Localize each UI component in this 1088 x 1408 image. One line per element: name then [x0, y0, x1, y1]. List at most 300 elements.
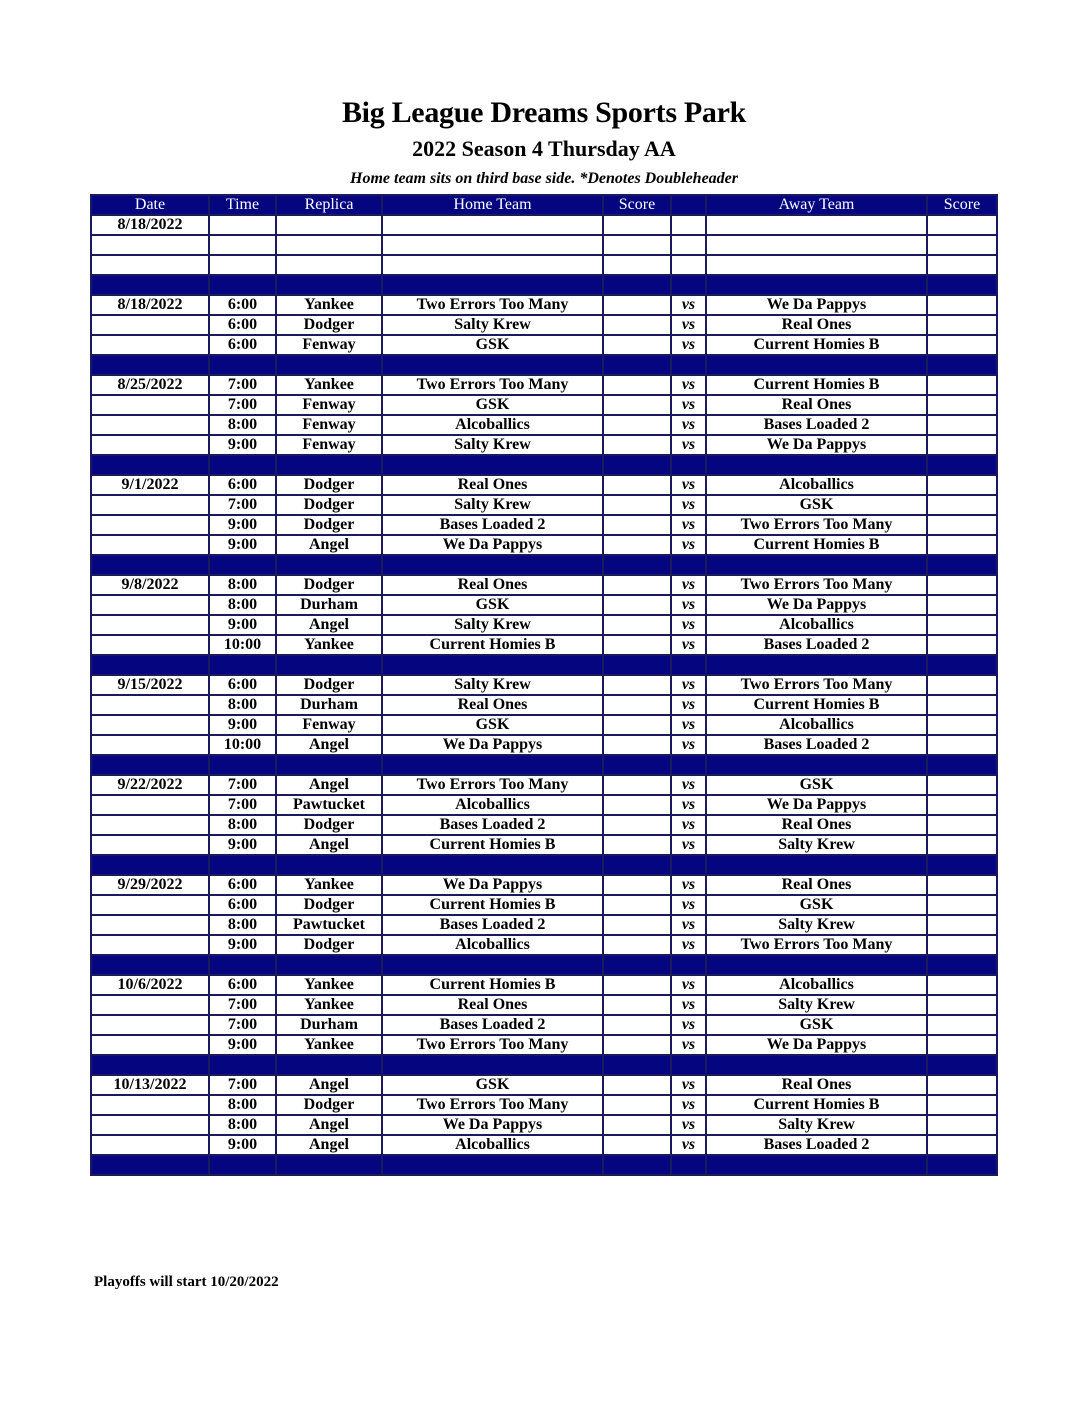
date-cell: 9/8/2022 [91, 575, 209, 595]
separator-cell [209, 555, 276, 575]
time-cell: 9:00 [209, 615, 276, 635]
game-row [91, 475, 997, 495]
home-team-cell: We Da Pappys [382, 875, 603, 895]
home-score-cell [603, 615, 671, 635]
home-team-cell: Alcoballics [382, 1135, 603, 1155]
away-team-cell: Real Ones [706, 1075, 927, 1095]
separator-cell [603, 455, 671, 475]
away-team-cell: We Da Pappys [706, 1035, 927, 1055]
away-score-cell [927, 315, 997, 335]
away-team-cell: Alcoballics [706, 715, 927, 735]
home-team-cell: Two Errors Too Many [382, 295, 603, 315]
separator-cell [671, 455, 706, 475]
home-score-cell [603, 895, 671, 915]
game-row [91, 295, 997, 315]
replica-cell: Fenway [276, 395, 382, 415]
away-score-cell [927, 1115, 997, 1135]
time-cell: 7:00 [209, 1015, 276, 1035]
date-cell [91, 495, 209, 515]
game-row [91, 215, 997, 235]
home-team-cell: We Da Pappys [382, 1115, 603, 1135]
vs-cell: vs [671, 875, 706, 895]
time-cell: 6:00 [209, 975, 276, 995]
away-team-cell: Salty Krew [706, 1115, 927, 1135]
date-cell: 9/22/2022 [91, 775, 209, 795]
replica-cell: Yankee [276, 975, 382, 995]
time-cell: 8:00 [209, 1095, 276, 1115]
game-row [91, 375, 997, 395]
date-cell [91, 715, 209, 735]
home-team-cell: GSK [382, 595, 603, 615]
vs-cell: vs [671, 435, 706, 455]
separator-cell [382, 455, 603, 475]
col-header-date: Date [91, 195, 209, 215]
away-score-cell [927, 975, 997, 995]
game-row [91, 835, 997, 855]
home-team-cell: Salty Krew [382, 615, 603, 635]
week-separator-row [91, 555, 997, 575]
vs-cell: vs [671, 515, 706, 535]
time-cell: 6:00 [209, 875, 276, 895]
separator-cell [209, 955, 276, 975]
time-cell: 10:00 [209, 635, 276, 655]
away-team-cell: Two Errors Too Many [706, 935, 927, 955]
home-score-cell [603, 1015, 671, 1035]
date-cell: 10/13/2022 [91, 1075, 209, 1095]
home-score-cell [603, 255, 671, 275]
home-score-cell [603, 535, 671, 555]
separator-cell [603, 955, 671, 975]
replica-cell: Pawtucket [276, 915, 382, 935]
game-row [91, 1095, 997, 1115]
vs-cell: vs [671, 835, 706, 855]
away-team-cell: Alcoballics [706, 475, 927, 495]
week-separator-row [91, 655, 997, 675]
separator-cell [91, 855, 209, 875]
separator-cell [382, 755, 603, 775]
separator-cell [276, 655, 382, 675]
replica-cell: Durham [276, 695, 382, 715]
time-cell: 8:00 [209, 595, 276, 615]
game-row [91, 895, 997, 915]
away-team-cell: GSK [706, 895, 927, 915]
replica-cell: Durham [276, 595, 382, 615]
time-cell: 7:00 [209, 1075, 276, 1095]
replica-cell: Angel [276, 1115, 382, 1135]
week-separator-row [91, 275, 997, 295]
date-cell [91, 1115, 209, 1135]
time-cell: 6:00 [209, 675, 276, 695]
home-team-cell: Two Errors Too Many [382, 1035, 603, 1055]
away-score-cell [927, 255, 997, 275]
week-separator-row [91, 755, 997, 775]
separator-cell [671, 955, 706, 975]
date-cell [91, 415, 209, 435]
home-team-cell [382, 235, 603, 255]
date-cell [91, 595, 209, 615]
home-score-cell [603, 415, 671, 435]
home-score-cell [603, 435, 671, 455]
time-cell: 9:00 [209, 715, 276, 735]
replica-cell: Dodger [276, 515, 382, 535]
schedule-table [90, 194, 998, 1176]
date-cell: 8/25/2022 [91, 375, 209, 395]
time-cell: 6:00 [209, 315, 276, 335]
game-row [91, 495, 997, 515]
date-cell [91, 1135, 209, 1155]
home-score-cell [603, 375, 671, 395]
away-score-cell [927, 515, 997, 535]
separator-cell [603, 1055, 671, 1075]
separator-cell [927, 655, 997, 675]
col-header-time: Time [209, 195, 276, 215]
home-score-cell [603, 775, 671, 795]
away-score-cell [927, 575, 997, 595]
away-score-cell [927, 395, 997, 415]
separator-cell [706, 1155, 927, 1175]
away-team-cell: Bases Loaded 2 [706, 635, 927, 655]
vs-cell: vs [671, 475, 706, 495]
week-separator-row [91, 1055, 997, 1075]
date-cell [91, 635, 209, 655]
separator-cell [276, 455, 382, 475]
date-cell: 10/6/2022 [91, 975, 209, 995]
time-cell: 7:00 [209, 495, 276, 515]
game-row [91, 435, 997, 455]
game-row [91, 615, 997, 635]
date-cell [91, 435, 209, 455]
vs-cell: vs [671, 895, 706, 915]
replica-cell: Durham [276, 1015, 382, 1035]
away-team-cell: We Da Pappys [706, 435, 927, 455]
time-cell: 6:00 [209, 335, 276, 355]
home-score-cell [603, 215, 671, 235]
schedule-body [91, 215, 997, 1175]
separator-cell [706, 355, 927, 375]
time-cell: 7:00 [209, 395, 276, 415]
home-team-cell: Real Ones [382, 575, 603, 595]
home-score-cell [603, 575, 671, 595]
game-row [91, 595, 997, 615]
date-cell [91, 935, 209, 955]
separator-cell [927, 355, 997, 375]
home-team-cell [382, 215, 603, 235]
game-row [91, 1135, 997, 1155]
col-header-away-team: Away Team [706, 195, 927, 215]
away-team-cell: Current Homies B [706, 375, 927, 395]
away-score-cell [927, 335, 997, 355]
replica-cell: Angel [276, 735, 382, 755]
replica-cell: Yankee [276, 995, 382, 1015]
date-cell [91, 395, 209, 415]
away-team-cell: We Da Pappys [706, 595, 927, 615]
away-team-cell: Salty Krew [706, 995, 927, 1015]
game-row [91, 1075, 997, 1095]
away-score-cell [927, 1035, 997, 1055]
game-row [91, 635, 997, 655]
replica-cell: Angel [276, 835, 382, 855]
home-score-cell [603, 1135, 671, 1155]
separator-cell [671, 275, 706, 295]
vs-cell: vs [671, 615, 706, 635]
away-score-cell [927, 835, 997, 855]
away-score-cell [927, 915, 997, 935]
away-score-cell [927, 695, 997, 715]
vs-cell: vs [671, 1075, 706, 1095]
away-score-cell [927, 1135, 997, 1155]
game-row [91, 935, 997, 955]
separator-cell [927, 455, 997, 475]
replica-cell: Dodger [276, 495, 382, 515]
time-cell: 6:00 [209, 475, 276, 495]
time-cell [209, 215, 276, 235]
separator-cell [209, 1155, 276, 1175]
time-cell: 7:00 [209, 775, 276, 795]
away-team-cell: Bases Loaded 2 [706, 1135, 927, 1155]
home-score-cell [603, 1095, 671, 1115]
date-cell [91, 795, 209, 815]
separator-cell [91, 275, 209, 295]
home-score-cell [603, 475, 671, 495]
vs-cell: vs [671, 635, 706, 655]
separator-cell [706, 655, 927, 675]
home-score-cell [603, 295, 671, 315]
game-row [91, 715, 997, 735]
away-team-cell: GSK [706, 495, 927, 515]
col-header-vs [671, 195, 706, 215]
separator-cell [209, 755, 276, 775]
away-score-cell [927, 795, 997, 815]
away-score-cell [927, 675, 997, 695]
separator-cell [671, 1155, 706, 1175]
replica-cell: Dodger [276, 1095, 382, 1115]
separator-cell [603, 1155, 671, 1175]
time-cell: 8:00 [209, 815, 276, 835]
time-cell: 10:00 [209, 735, 276, 755]
replica-cell: Dodger [276, 475, 382, 495]
separator-cell [91, 1155, 209, 1175]
vs-cell: vs [671, 1135, 706, 1155]
home-score-cell [603, 1115, 671, 1135]
away-team-cell: Current Homies B [706, 535, 927, 555]
away-score-cell [927, 415, 997, 435]
week-separator-row [91, 455, 997, 475]
time-cell: 9:00 [209, 1035, 276, 1055]
vs-cell: vs [671, 935, 706, 955]
time-cell: 8:00 [209, 575, 276, 595]
replica-cell [276, 215, 382, 235]
replica-cell: Fenway [276, 715, 382, 735]
game-row [91, 335, 997, 355]
date-cell: 8/18/2022 [91, 295, 209, 315]
away-score-cell [927, 995, 997, 1015]
home-score-cell [603, 715, 671, 735]
home-team-cell: We Da Pappys [382, 735, 603, 755]
home-score-cell [603, 795, 671, 815]
away-score-cell [927, 435, 997, 455]
away-team-cell: Real Ones [706, 395, 927, 415]
home-team-cell: Alcoballics [382, 415, 603, 435]
separator-cell [209, 355, 276, 375]
game-row [91, 515, 997, 535]
date-cell [91, 615, 209, 635]
date-cell: 9/15/2022 [91, 675, 209, 695]
time-cell: 7:00 [209, 995, 276, 1015]
replica-cell: Angel [276, 775, 382, 795]
home-team-cell: Bases Loaded 2 [382, 515, 603, 535]
vs-cell: vs [671, 395, 706, 415]
date-cell [91, 815, 209, 835]
separator-cell [382, 1155, 603, 1175]
separator-cell [671, 1055, 706, 1075]
page-title: Big League Dreams Sports Park [341, 96, 747, 129]
away-score-cell [927, 615, 997, 635]
separator-cell [209, 1055, 276, 1075]
game-row [91, 315, 997, 335]
home-team-cell: Salty Krew [382, 435, 603, 455]
away-team-cell: We Da Pappys [706, 795, 927, 815]
separator-cell [382, 355, 603, 375]
game-row [91, 875, 997, 895]
date-cell [91, 915, 209, 935]
replica-cell: Yankee [276, 635, 382, 655]
home-score-cell [603, 815, 671, 835]
separator-cell [671, 855, 706, 875]
home-score-cell [603, 835, 671, 855]
vs-cell: vs [671, 695, 706, 715]
away-score-cell [927, 935, 997, 955]
home-team-cell: Real Ones [382, 995, 603, 1015]
vs-cell [671, 255, 706, 275]
vs-cell: vs [671, 295, 706, 315]
date-cell [91, 1095, 209, 1115]
separator-cell [671, 555, 706, 575]
away-team-cell: We Da Pappys [706, 295, 927, 315]
home-team-cell: Real Ones [382, 695, 603, 715]
separator-cell [706, 555, 927, 575]
vs-cell: vs [671, 1115, 706, 1135]
away-score-cell [927, 815, 997, 835]
home-team-cell: Two Errors Too Many [382, 1095, 603, 1115]
away-team-cell: Bases Loaded 2 [706, 415, 927, 435]
home-score-cell [603, 515, 671, 535]
separator-cell [927, 755, 997, 775]
away-team-cell: GSK [706, 775, 927, 795]
separator-cell [91, 1055, 209, 1075]
replica-cell: Yankee [276, 1035, 382, 1055]
home-team-cell: Current Homies B [382, 635, 603, 655]
time-cell: 6:00 [209, 895, 276, 915]
away-score-cell [927, 735, 997, 755]
date-cell [91, 695, 209, 715]
vs-cell [671, 235, 706, 255]
away-team-cell [706, 235, 927, 255]
vs-cell: vs [671, 795, 706, 815]
time-cell [209, 235, 276, 255]
away-score-cell [927, 875, 997, 895]
separator-cell [91, 455, 209, 475]
time-cell: 6:00 [209, 295, 276, 315]
separator-cell [276, 555, 382, 575]
separator-cell [276, 1155, 382, 1175]
replica-cell: Fenway [276, 435, 382, 455]
away-team-cell [706, 215, 927, 235]
vs-cell: vs [671, 1095, 706, 1115]
date-cell [91, 735, 209, 755]
away-team-cell [706, 255, 927, 275]
replica-cell: Angel [276, 615, 382, 635]
separator-cell [706, 955, 927, 975]
vs-cell: vs [671, 995, 706, 1015]
game-row [91, 815, 997, 835]
col-header-home-team: Home Team [382, 195, 603, 215]
game-row [91, 255, 997, 275]
separator-cell [603, 275, 671, 295]
home-score-cell [603, 335, 671, 355]
replica-cell: Yankee [276, 875, 382, 895]
date-cell [91, 255, 209, 275]
time-cell: 8:00 [209, 1115, 276, 1135]
home-team-cell: GSK [382, 715, 603, 735]
separator-cell [382, 275, 603, 295]
away-team-cell: Current Homies B [706, 335, 927, 355]
away-score-cell [927, 375, 997, 395]
game-row [91, 1115, 997, 1135]
vs-cell: vs [671, 915, 706, 935]
away-team-cell: Bases Loaded 2 [706, 735, 927, 755]
game-row [91, 735, 997, 755]
col-header-replica: Replica [276, 195, 382, 215]
away-score-cell [927, 215, 997, 235]
replica-cell: Angel [276, 1075, 382, 1095]
away-score-cell [927, 1075, 997, 1095]
vs-cell: vs [671, 775, 706, 795]
separator-cell [91, 555, 209, 575]
week-separator-row [91, 1155, 997, 1175]
home-team-cell: Salty Krew [382, 315, 603, 335]
time-cell: 9:00 [209, 435, 276, 455]
home-score-cell [603, 915, 671, 935]
vs-cell: vs [671, 1035, 706, 1055]
separator-cell [382, 855, 603, 875]
time-cell: 9:00 [209, 835, 276, 855]
date-cell: 9/1/2022 [91, 475, 209, 495]
date-cell [91, 515, 209, 535]
separator-cell [276, 355, 382, 375]
replica-cell: Angel [276, 535, 382, 555]
home-score-cell [603, 675, 671, 695]
replica-cell: Pawtucket [276, 795, 382, 815]
home-team-note: Home team sits on third base side. *Denotes Doubleheader [350, 170, 738, 187]
time-cell [209, 255, 276, 275]
away-score-cell [927, 475, 997, 495]
replica-cell: Dodger [276, 315, 382, 335]
away-team-cell: Alcoballics [706, 615, 927, 635]
vs-cell: vs [671, 375, 706, 395]
separator-cell [209, 655, 276, 675]
separator-cell [276, 275, 382, 295]
away-score-cell [927, 635, 997, 655]
home-team-cell: Salty Krew [382, 495, 603, 515]
home-team-cell: GSK [382, 335, 603, 355]
separator-cell [603, 655, 671, 675]
away-team-cell: GSK [706, 1015, 927, 1035]
replica-cell: Dodger [276, 815, 382, 835]
home-team-cell: Two Errors Too Many [382, 775, 603, 795]
separator-cell [382, 555, 603, 575]
away-score-cell [927, 295, 997, 315]
separator-cell [603, 755, 671, 775]
